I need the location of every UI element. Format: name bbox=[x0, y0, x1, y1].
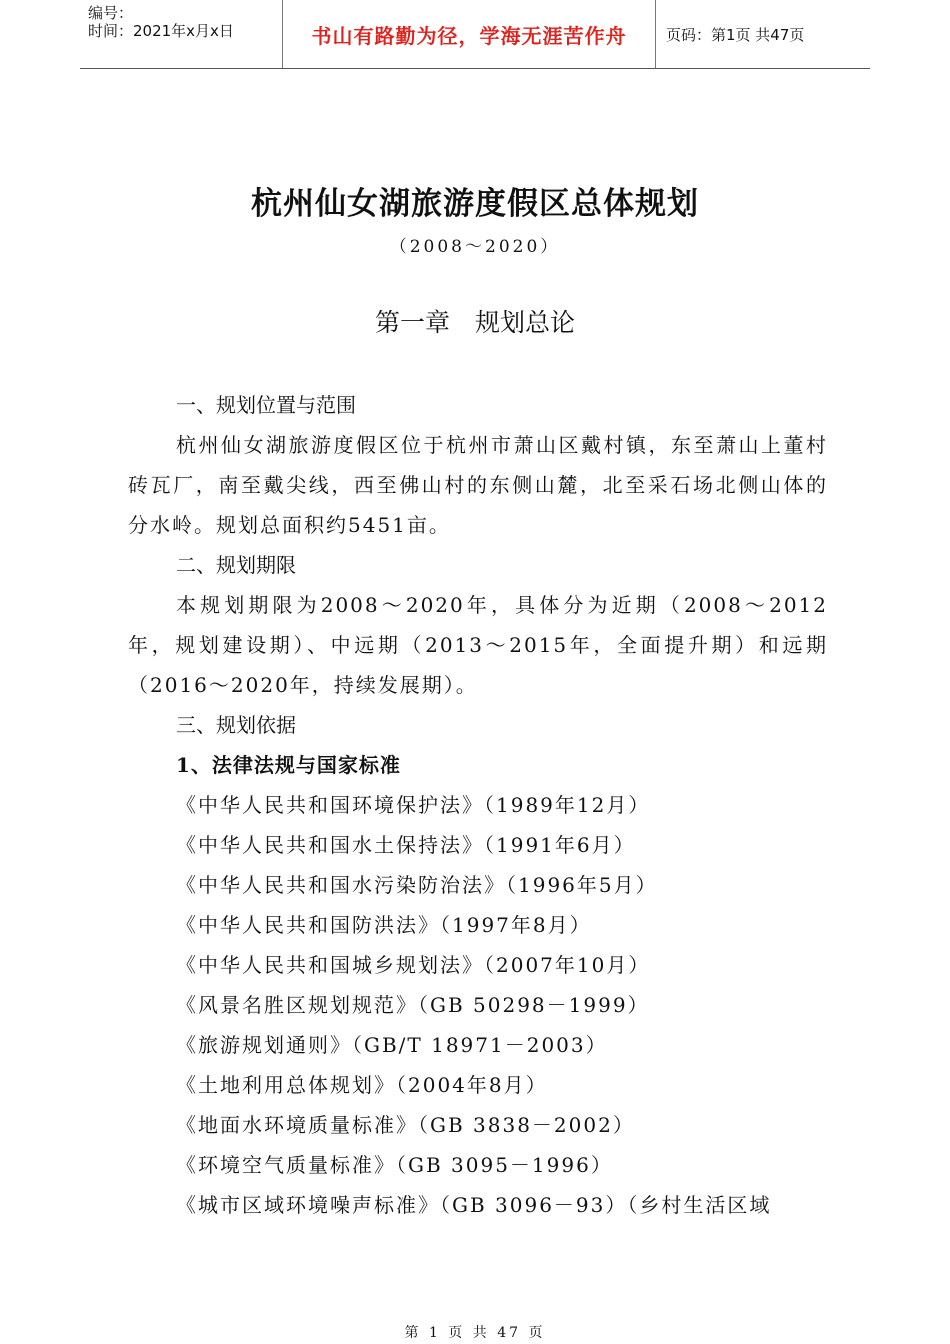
reference-item: 《旅游规划通则》（GB/T 18971－2003） bbox=[176, 1033, 608, 1057]
section-text-period: 本规划期限为2008～2020年，具体分为近期（2008～2012年，规划建设期）、中远期（2013～2015年，全面提升期）和远期（2016～2020年，持续发展期）。 bbox=[128, 593, 828, 697]
reference-item: 《土地利用总体规划》（2004年8月） bbox=[176, 1073, 548, 1097]
document-title: 杭州仙女湖旅游度假区总体规划 bbox=[251, 186, 699, 222]
page-header bbox=[80, 0, 870, 69]
reference-item: 《风景名胜区规划规范》（GB 50298－1999） bbox=[176, 993, 650, 1017]
reference-item: 《地面水环境质量标准》（GB 3838－2002） bbox=[176, 1113, 635, 1137]
reference-item: 《中华人民共和国防洪法》（1997年8月） bbox=[176, 913, 592, 937]
section-text-location: 杭州仙女湖旅游度假区位于杭州市萧山区戴村镇，东至萧山上董村砖瓦厂，南至戴尖线，西至佛山村的东侧山麓，北至采石场北侧山体的分水岭。规划总面积约5451亩。 bbox=[128, 433, 828, 537]
document-years: （2008～2020） bbox=[389, 237, 561, 257]
time-label: 时间：2021年x月x日 bbox=[88, 22, 234, 40]
reference-item: 《中华人民共和国城乡规划法》（2007年10月） bbox=[176, 953, 651, 977]
reference-item: 《中华人民共和国水污染防治法》（1996年5月） bbox=[176, 873, 658, 897]
reference-list bbox=[128, 785, 828, 1225]
header-motto-cell bbox=[282, 0, 656, 68]
reference-item: 《中华人民共和国水土保持法》（1991年6月） bbox=[176, 833, 636, 857]
section-heading-basis: 三、规划依据 bbox=[176, 713, 296, 737]
chapter-title: 第一章 规划总论 bbox=[374, 308, 575, 337]
document-body bbox=[128, 385, 828, 1225]
section-heading-period: 二、规划期限 bbox=[176, 553, 296, 577]
section-heading-location: 一、规划位置与范围 bbox=[176, 393, 356, 417]
number-label: 编号： bbox=[88, 4, 134, 22]
header-page-cell bbox=[656, 0, 870, 68]
page-info: 页码：第1页 共47页 bbox=[666, 25, 805, 44]
header-left-cell bbox=[80, 0, 282, 68]
reference-item: 《中华人民共和国环境保护法》（1989年12月） bbox=[176, 793, 651, 817]
reference-item: 《城市区域环境噪声标准》（GB 3096－93）（乡村生活区域 bbox=[176, 1193, 772, 1217]
reference-item: 《环境空气质量标准》（GB 3095－1996） bbox=[176, 1153, 613, 1177]
page-footer: 第 1 页 共 47 页 bbox=[404, 1325, 546, 1341]
subsection-heading-laws: 1、法律法规与国家标准 bbox=[176, 753, 401, 777]
motto-text: 书山有路勤为径，学海无涯苦作舟 bbox=[311, 23, 627, 48]
